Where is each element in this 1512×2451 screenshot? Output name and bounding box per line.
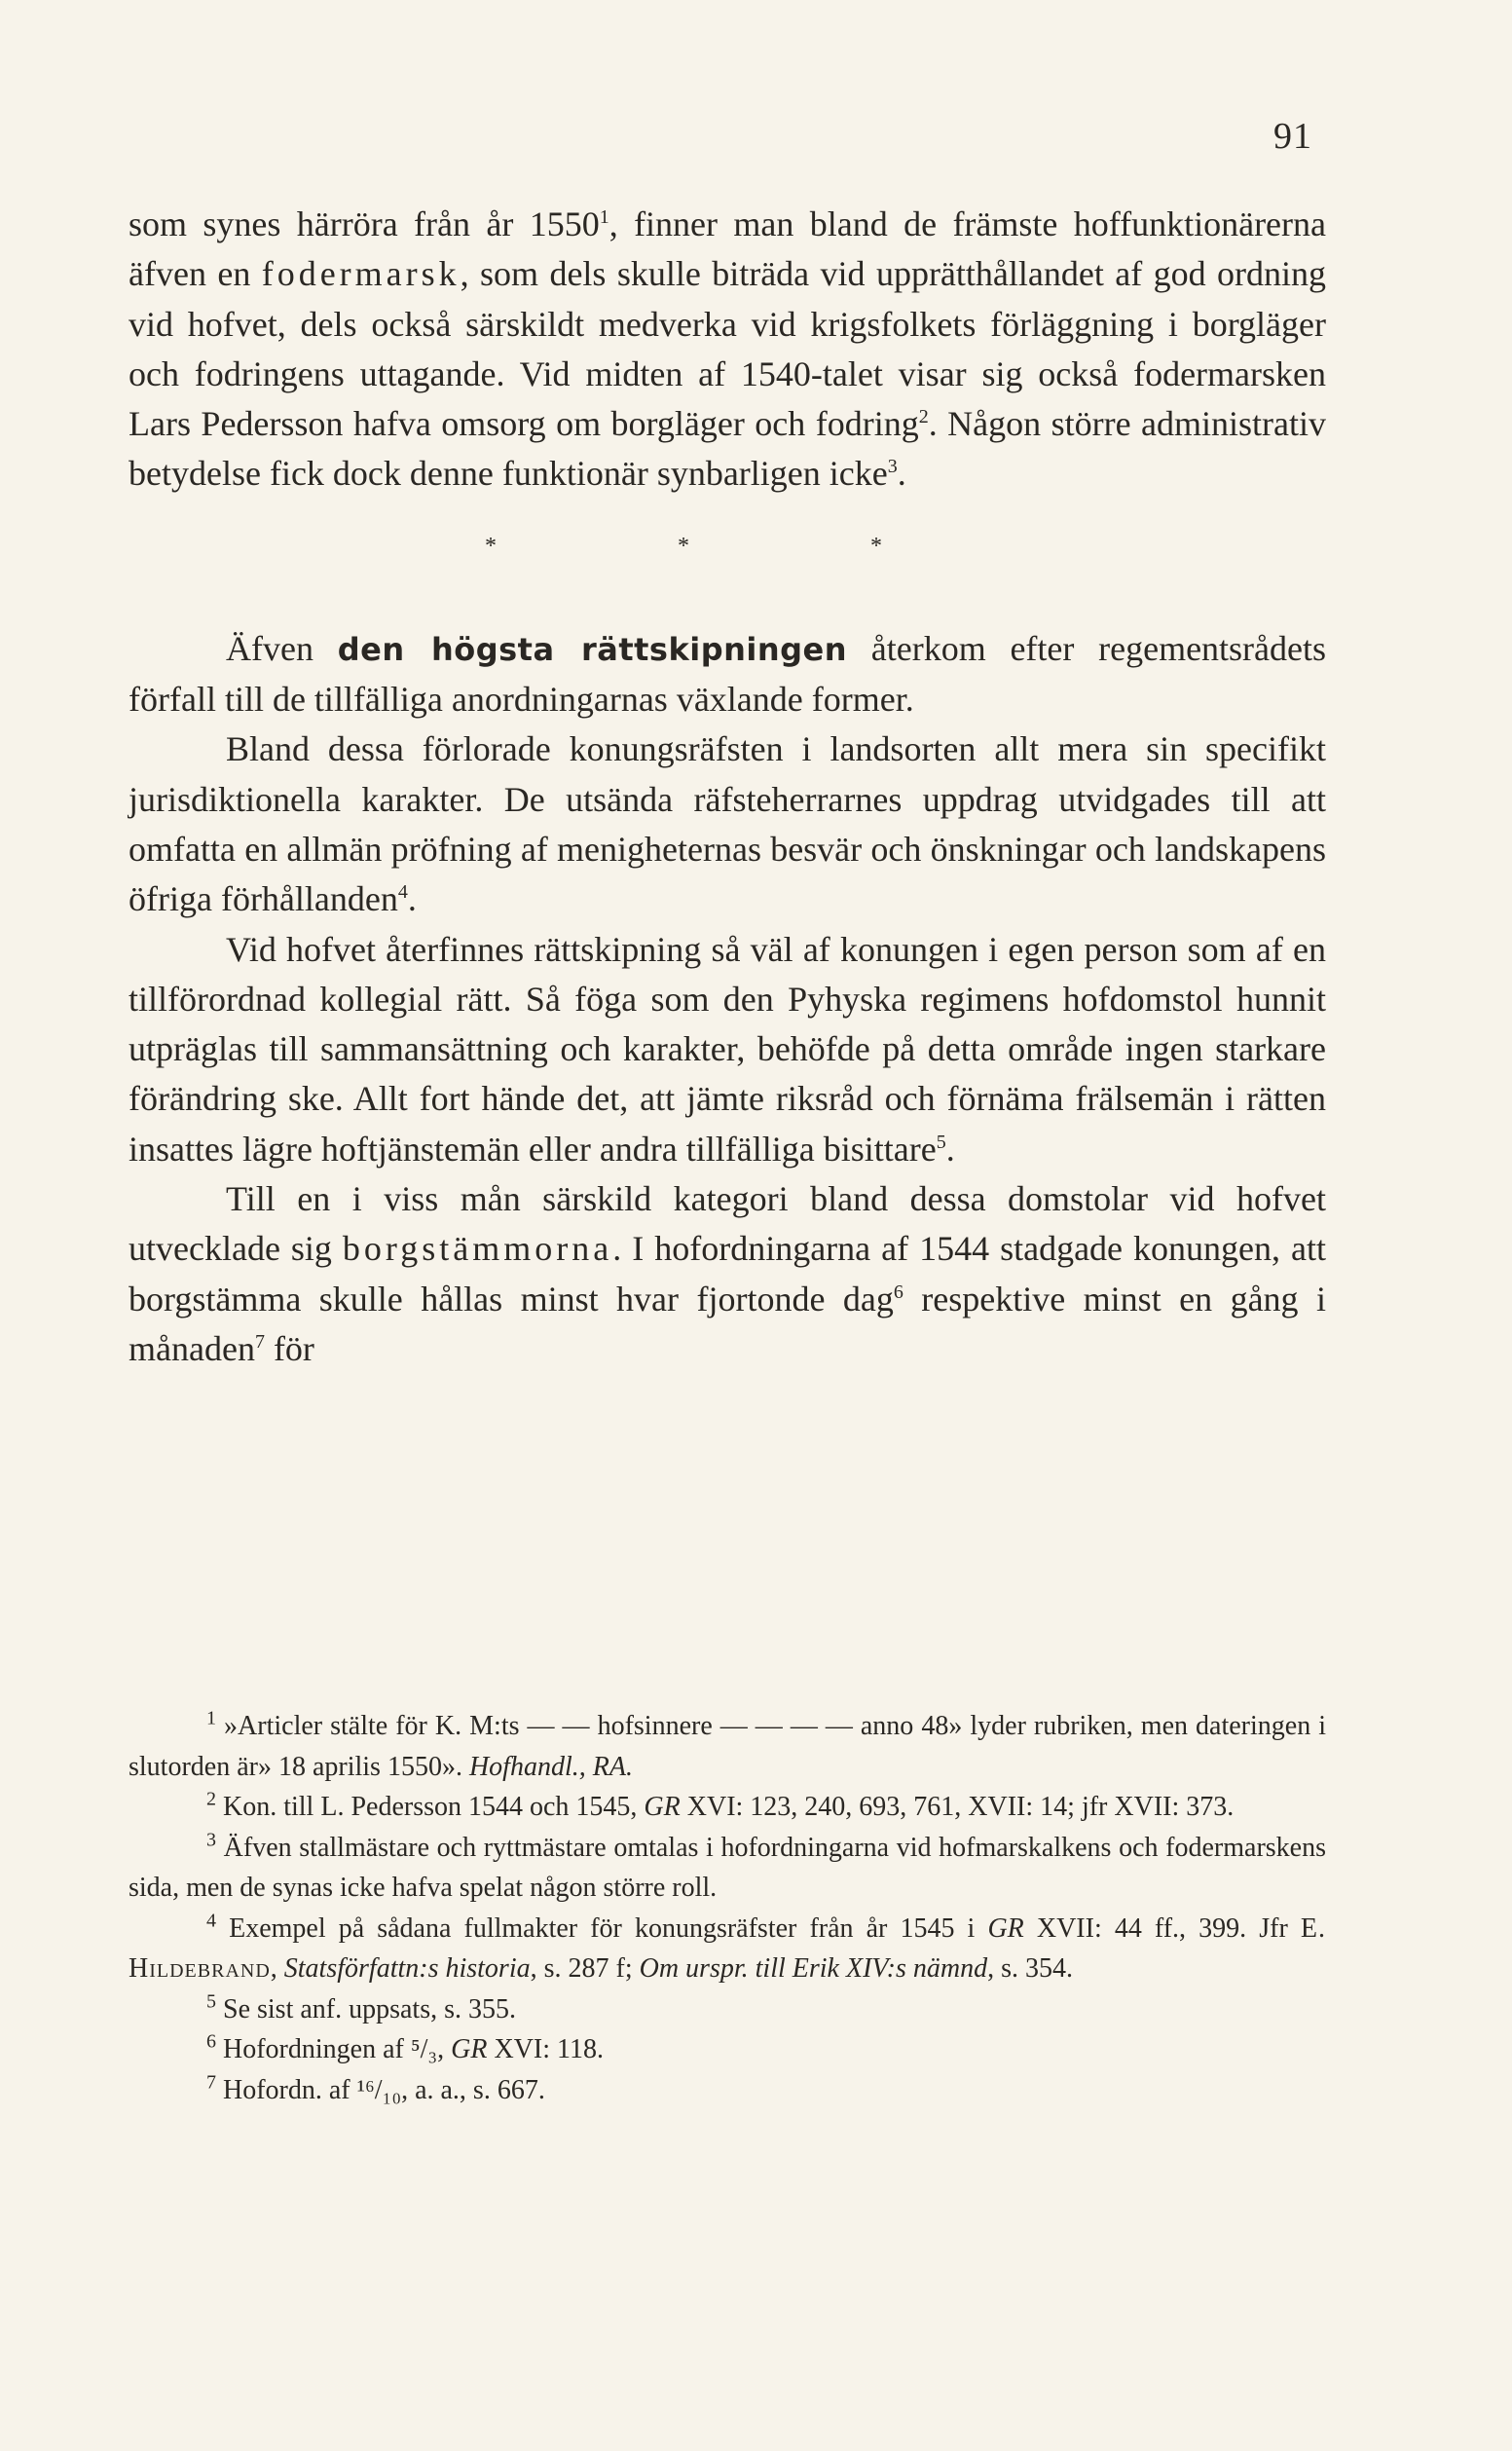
footnote-number: 4 (206, 1910, 216, 1932)
text-span: återkom efter regementsrådets förfall till de tillfälliga anordningarnas växlande former. (129, 628, 1327, 720)
paragraph-1 (129, 200, 1326, 500)
footnote-citation: Om urspr. till Erik XIV:s nämnd (639, 1953, 988, 1984)
footnote-citation: GR (451, 2034, 488, 2064)
footnote-ref-3: 3 (887, 456, 898, 478)
term-borgstammorna: borgstämmorna (342, 1229, 613, 1269)
footnote-text: Äfven stallmästare och ryttmästare omtalas i hofordningarna vid hofmarskalkens och fodermarskens sida, men de synas icke hafva spelat någon större roll. (129, 1832, 1326, 1903)
footnote-ref-4: 4 (397, 881, 408, 904)
paragraph-4 (129, 925, 1326, 1174)
footnote-ref-5: 5 (936, 1131, 946, 1153)
text-span: . Någon större administrativ betydelse fick dock denne funktionär synbarligen icke (129, 404, 1326, 494)
page-number: 91 (1273, 116, 1312, 157)
section-separator: * * * (485, 533, 970, 559)
text-span: för (264, 1328, 314, 1368)
text-span: Till en i viss mån särskild kategori bland dessa domstolar vid hofvet utvecklade sig (129, 1179, 1326, 1269)
footnote-text: Hofordn. af ¹⁶/₁₀, a. a., s. 667. (223, 2074, 545, 2105)
footnote-2 (129, 1787, 1326, 1828)
text-span: Bland dessa förlorade konungsräfsten i landsorten allt mera sin specifikt jurisdiktionella karakter. De utsända räfsteherrarnes uppdrag utvidgades till att omfatta en allmän pröfning af menigheternas besvär och önskningar och landskapens öfriga förhållanden (129, 729, 1326, 919)
footnote-number: 7 (206, 2071, 216, 2094)
footnote-text: , (270, 1953, 284, 1984)
text-span: Äfven (226, 628, 338, 668)
footnote-3 (129, 1828, 1326, 1909)
text-span: . I hofordningarna af 1544 stadgade konungen, att borgstämma skulle hållas minst hvar fjortonde dag (129, 1229, 1326, 1318)
footnote-text: XVI: 118. (487, 2034, 604, 2064)
footnote-ref-7: 7 (254, 1330, 265, 1353)
footnote-7 (129, 2070, 1326, 2111)
text-span: Vid hofvet återfinnes rättskipning så väl af konungen i egen person som af en tillförordnad kollegial rätt. Så föga som den Pyhyska regimens hofdomstol hunnit utpräglas till sammansättning och karakter, behöfde på detta område ingen starkare förändring ske. Allt fort hände det, att jämte riksråd och förnäma frälsemän i rätten insattes lägre hoftjänstemän eller andra tillfälliga bisittare (129, 929, 1326, 1169)
footnote-4 (129, 1909, 1326, 1989)
footnote-text: XVI: 123, 240, 693, 761, XVII: 14; jfr XVII: 373. (680, 1792, 1235, 1822)
footnote-author: E. Hildebrand (129, 1913, 1326, 1984)
footnotes (129, 1706, 1326, 2110)
footnote-text: Kon. till L. Pedersson 1544 och 1545, (223, 1792, 645, 1822)
footnote-citation: Statsförfattn:s historia (283, 1953, 531, 1984)
footnote-citation: GR (644, 1792, 681, 1822)
paragraph-3 (129, 724, 1326, 924)
footnote-text: Se sist anf. uppsats, s. 355. (223, 1993, 516, 2024)
footnote-text: Hofordningen af ⁵/₃, (223, 2034, 452, 2064)
footnote-ref-1: 1 (599, 206, 609, 228)
text-span: respektive minst en gång i månaden (129, 1279, 1326, 1368)
heading-term-rattskipningen: den högsta rättskipningen (337, 630, 848, 668)
footnote-number: 1 (206, 1707, 216, 1729)
text-span: , som dels skulle biträda vid upprätthållandet af god ordning vid hofvet, dels också särskildt medverka vid krigsfolkets förläggning i borgläger och fodringens uttagande. Vid midten af 1540-talet visar sig också fodermarsken Lars Pedersson hafva omsorg om borgläger och fodring (129, 254, 1326, 444)
footnote-text: , s. 287 f; (530, 1953, 640, 1984)
text-span: . (945, 1129, 955, 1169)
footnote-text: Exempel på sådana fullmakter för konungsräfster från år 1545 i (229, 1913, 988, 1944)
text-span: som synes härröra från år 1550 (129, 204, 600, 243)
footnote-number: 5 (206, 1990, 216, 2013)
paragraph-5 (129, 1174, 1326, 1374)
footnote-number: 2 (206, 1788, 216, 1810)
footnote-5 (129, 1989, 1326, 2030)
footnote-ref-2: 2 (918, 406, 929, 428)
footnote-text: , s. 354. (987, 1953, 1074, 1984)
text-span: , finner man bland de främste hoffunktionärerna äfven en (129, 204, 1326, 294)
footnote-6 (129, 2029, 1326, 2070)
footnote-1 (129, 1706, 1326, 1787)
term-fodermarsk: fodermarsk (261, 254, 461, 294)
footnote-text: XVII: 44 ff., 399. Jfr (1023, 1913, 1301, 1944)
footnote-text: »Articler stälte för K. M:ts — — hofsinnere — — — — anno 48» lyder rubriken, men dateringen i slutorden är» 18 aprilis 1550». (129, 1711, 1326, 1782)
footnote-ref-6: 6 (893, 1281, 904, 1303)
footnote-citation: GR (987, 1913, 1024, 1944)
footnote-citation: Hofhandl., RA. (468, 1751, 633, 1782)
footnote-number: 6 (206, 2030, 216, 2053)
text-span: . (897, 454, 906, 494)
paragraph-2 (129, 624, 1326, 725)
main-text (129, 200, 1326, 1374)
text-span: . (407, 879, 417, 919)
footnote-number: 3 (206, 1829, 216, 1851)
